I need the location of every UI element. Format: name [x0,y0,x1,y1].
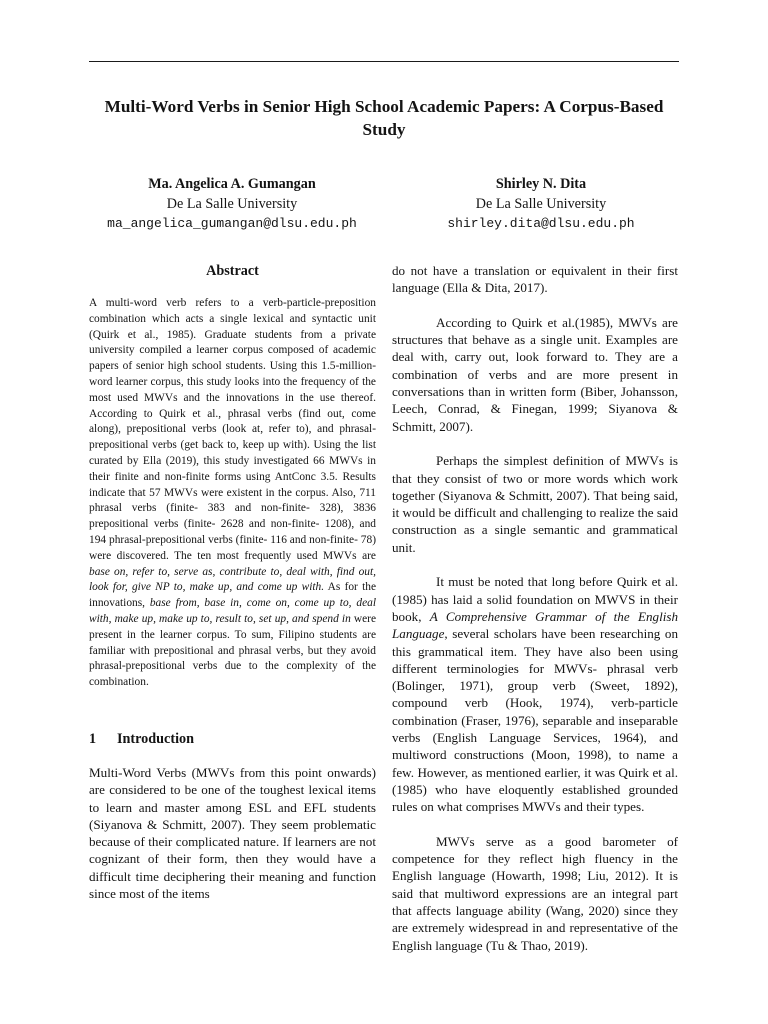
body-paragraph: It must be noted that long before Quirk et al. (1985) has laid a solid foundation on MWVS in their book, A Comprehensive Grammar of the English Language, several scholars have been researching on this grammatical item. They have also been using different terminologies for MWVs- phrasal verb (Bolinger, 1971), group verb (Sweet, 1892), compound verb (Hook, 1974), verb-particle combination (Fraser, 1976), separable and inseparable verbs (English Language Services, 1964), and multiword constructions (Moon, 1998), to name a few. However, as mentioned earlier, it was Quirk et al. (1985) who have eloquently established grounded rules on what comprises MWVs and their types. [392,574,678,815]
intro-paragraph: Multi-Word Verbs (MWVs from this point onwards) are considered to be one of the toughest lexical items to learn and master among ESL and EFL students (Siyanova & Schmitt, 2007). They seem problematic because of their complicated nature. If learners are not cognizant of their form, then they would have a difficult time deciphering their meaning and function since most of the items [89,764,376,901]
author-affiliation: De La Salle University [475,196,607,212]
body-paragraph: MWVs serve as a good barometer of competence for they reflect high fluency in the English language (Howarth, 1998; Liu, 2012). It is said that multiword expressions are an integral part that affects language ability (Wang, 2020) since they are extremely widespread in and representative of the English language (Tu & Thao, 2019). [392,833,678,953]
section-heading [89,730,376,748]
author-email: shirley.dita@dlsu.edu.ph [447,216,635,231]
section-number: 1 [89,730,97,747]
abstract-heading: Abstract [206,263,259,279]
body-paragraph: Perhaps the simplest definition of MWVs is that they consist of two or more words which work together (Siyanova & Schmitt, 2007). That being said, it would be difficult and challenging to realize the said construction as a single semantic and grammatical unit. [392,453,678,555]
left-column [89,262,376,902]
author-email: ma_angelica_gumangan@dlsu.edu.ph [107,216,357,231]
section-title: Introduction [117,730,194,747]
author-affiliation: De La Salle University [166,196,298,212]
book-title: A Comprehensive Grammar of the English Language [392,608,678,642]
right-column [392,262,678,971]
author-block-2 [376,174,706,234]
body-paragraph: do not have a translation or equivalent in their first language (Ella & Dita, 2017). [392,263,678,296]
paper-title: Multi-Word Verbs in Senior High School Academic Papers: A Corpus-Based Study [104,97,664,139]
body-paragraph: According to Quirk et al.(1985), MWVs are structures that behave as a single unit. Examples are deal with, carry out, look forward to. They are a combination of verbs and are more present in conversations than in written form (Biber, Johansson, Leech, Conrad, & Finegan, 1999; Siyanova & Schmitt, 2007). [392,314,678,434]
author-name: Ma. Angelica A. Gumangan [148,176,316,192]
top-rule [89,61,679,62]
author-name: Shirley N. Dita [495,176,587,192]
author-block-1 [67,174,397,234]
abstract-text: A multi-word verb refers to a verb-particle-preposition combination which acts a single lexical and syntactic unit (Quirk et al., 1985). Graduate students from a private university compiled a learner corpus composed of academic papers of senior high school students. Using this 1.5-million-word learner corpus, this study looks into the frequency of the most used MWVs and the innovations in the use thereof. According to Quirk et al., phrasal verbs (find out, come along), prepositional verbs (look at, refer to), and phrasal-prepositional verbs (get back to, keep up with). Using the list curated by Ella (2019), this study investigated 66 MWVs in their finite and non-finite forms using AntConc 3.5. Results indicate that 57 MWVs were existent in the corpus. Also, 711 phrasal verbs (finite- 383 and non-finite- 328), 3836 prepositional verbs (finite- 2628 and non-finite- 1208), and 194 phrasal-prepositional verbs (finite- 116 and non-finite- 78) were discovered. The ten most frequently used MWVs are base on, refer to, serve as, contribute to, deal with, find out, look for, give NP to, make up, and come up with. As for the innovations, base from, base in, come on, come up to, deal with, make up, make up to, result to, set up, and spend in were present in the learner corpus. To sum, Filipino students are familiar with prepositional and phrasal verbs, but they avoid phrasal-prepositional verbs due to the complexity of the combination. [89,297,376,689]
